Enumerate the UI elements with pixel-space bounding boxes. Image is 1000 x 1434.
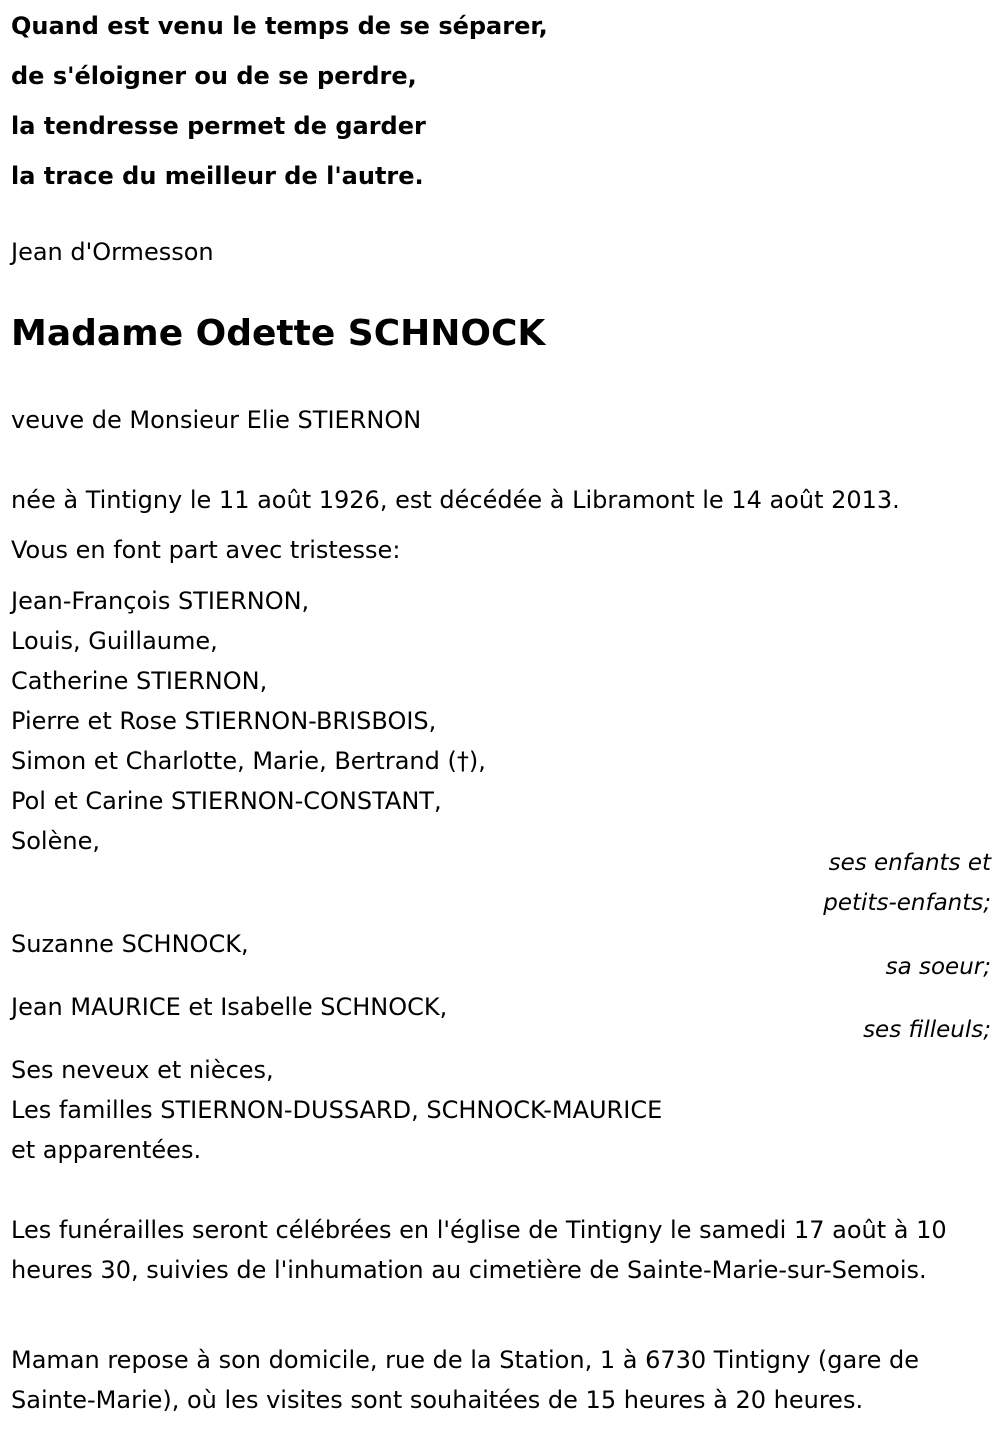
godchildren-relation: ses filleuls; xyxy=(863,1017,991,1043)
visitation-info: Maman repose à son domicile, rue de la Station, 1 à 6730 Tintigny (gare de Sainte-Marie), où les visites sont souhaitées de 15 heures à 20 heures. xyxy=(11,1346,919,1414)
quote-line: Quand est venu le temps de se séparer, xyxy=(11,12,548,40)
children-list xyxy=(11,581,486,861)
quote xyxy=(11,1,548,201)
list-item: Pol et Carine STIERNON-CONSTANT, xyxy=(11,787,442,815)
list-item: Simon et Charlotte, Marie, Bertrand (†), xyxy=(11,747,486,775)
sister-name: Suzanne SCHNOCK, xyxy=(11,930,249,958)
sister-relation: sa soeur; xyxy=(885,954,991,980)
list-item: Jean-François STIERNON, xyxy=(11,587,310,615)
birth-death: née à Tintigny le 11 août 1926, est décédée à Libramont le 14 août 2013. xyxy=(11,486,900,514)
godchildren-names: Jean MAURICE et Isabelle SCHNOCK, xyxy=(11,993,448,1021)
list-item: Pierre et Rose STIERNON-BRISBOIS, xyxy=(11,707,437,735)
quote-author: Jean d'Ormesson xyxy=(11,238,214,266)
list-item: Les familles STIERNON-DUSSARD, SCHNOCK-MAURICE xyxy=(11,1096,663,1124)
quote-line: de s'éloigner ou de se perdre, xyxy=(11,62,417,90)
children-relation-line1: ses enfants et xyxy=(828,850,991,876)
announcement-intro: Vous en font part avec tristesse: xyxy=(11,536,401,564)
quote-line: la tendresse permet de garder xyxy=(11,112,426,140)
list-item: et apparentées. xyxy=(11,1136,202,1164)
list-item: Louis, Guillaume, xyxy=(11,627,218,655)
list-item: Ses neveux et nièces, xyxy=(11,1056,274,1084)
children-relation-line2: petits-enfants; xyxy=(823,890,991,916)
quote-line: la trace du meilleur de l'autre. xyxy=(11,162,424,190)
funeral-info: Les funérailles seront célébrées en l'église de Tintigny le samedi 17 août à 10 heures 30, suivies de l'inhumation au cimetière de Sainte-Marie-sur-Semois. xyxy=(11,1216,947,1284)
widow-of: veuve de Monsieur Elie STIERNON xyxy=(11,406,422,434)
deceased-name: Madame Odette SCHNOCK xyxy=(11,313,546,354)
list-item: Catherine STIERNON, xyxy=(11,667,268,695)
list-item: Solène, xyxy=(11,827,100,855)
others-list xyxy=(11,1050,662,1170)
